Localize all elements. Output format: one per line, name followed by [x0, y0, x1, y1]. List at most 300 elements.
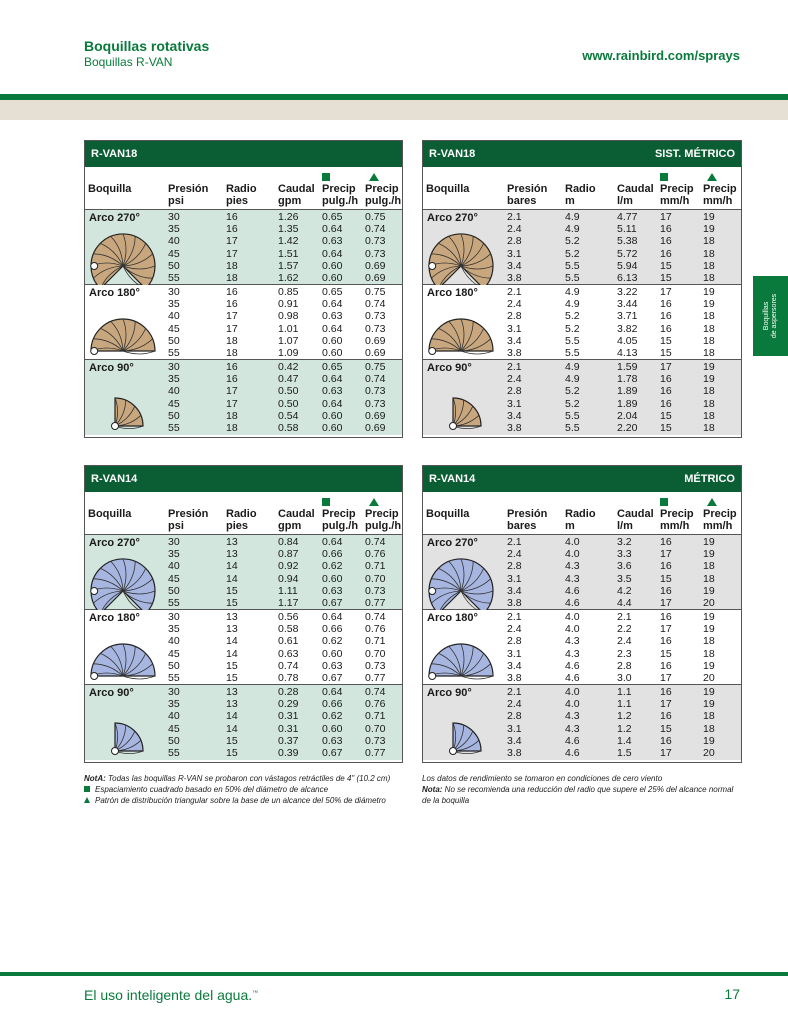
table-cell: 35	[168, 223, 180, 236]
footer-slogan: El uso inteligente del agua.™	[84, 987, 259, 1003]
table-cell: 17	[226, 235, 238, 248]
value-column-flow	[617, 536, 632, 609]
table-cell: 14	[226, 560, 238, 573]
table-cell: 16	[660, 584, 672, 597]
arc-group	[85, 360, 402, 435]
table-cell: 0.63	[322, 734, 343, 747]
table-cell: 40	[168, 710, 180, 723]
table-cell: 5.5	[565, 271, 580, 284]
table-cell: 55	[168, 596, 180, 609]
table-cell: 0.31	[278, 722, 299, 735]
value-column-precip_sq	[660, 686, 672, 759]
table-cell: 4.6	[565, 596, 580, 609]
col-header-line: gpm	[278, 520, 302, 532]
col-header-line: bares	[507, 520, 537, 532]
col-header-line: mm/h	[703, 195, 733, 207]
nozzle-arc-icon	[85, 285, 165, 360]
nozzle-pivot-dot	[429, 263, 436, 270]
notes-left	[84, 773, 414, 806]
col-header-line: Caudal	[617, 508, 654, 520]
table-cell: 0.64	[322, 298, 343, 311]
table-cell: 16	[660, 322, 672, 335]
col-header-tri	[703, 173, 737, 207]
col-header-radius	[565, 183, 596, 207]
table-cell: 0.64	[322, 397, 343, 410]
table-cell: 13	[226, 623, 238, 636]
col-header-nozzle	[88, 183, 131, 195]
value-column-pressure	[168, 611, 180, 684]
table-cell: 20	[703, 746, 715, 759]
arc-label: Arco 270°	[427, 212, 478, 224]
table-cell: 15	[660, 409, 672, 422]
col-header-line: Precip	[322, 508, 356, 520]
nozzle-image	[85, 685, 165, 765]
value-column-precip_tri	[703, 686, 715, 759]
table-cell: 5.2	[565, 310, 580, 323]
value-column-precip_tri	[365, 686, 385, 759]
nozzle-pivot-dot	[450, 748, 457, 755]
nozzle-arc-icon	[423, 685, 503, 760]
data-table	[422, 140, 742, 438]
col-header-radius	[226, 508, 257, 532]
table-cell: 0.94	[278, 572, 299, 585]
arc-group	[85, 210, 402, 285]
table-cell: 0.74	[365, 611, 386, 623]
value-column-precip_sq	[660, 286, 672, 359]
col-header-line: bares	[507, 195, 537, 207]
col-header-line: Boquilla	[88, 508, 132, 520]
arc-group	[423, 685, 741, 760]
col-header-line: mm/h	[660, 520, 690, 532]
value-column-precip_sq	[322, 611, 342, 684]
table-cell: 2.4	[507, 548, 522, 561]
table-cell: 1.11	[278, 584, 298, 597]
table-cell: 45	[168, 572, 180, 585]
arc-label: Arco 270°	[427, 537, 478, 549]
table-cell: 0.64	[322, 373, 343, 386]
table-cell: 0.73	[365, 659, 386, 672]
table-cell: 19	[703, 611, 715, 623]
value-column-pressure	[507, 286, 522, 359]
nozzle-image	[85, 535, 165, 615]
table-cell: 0.73	[365, 247, 386, 260]
col-header-flow	[278, 508, 315, 532]
value-column-precip_tri	[365, 536, 385, 609]
table-cell: 2.20	[617, 421, 638, 434]
table-cell: 0.98	[278, 310, 299, 323]
table-cell: 3.6	[617, 560, 632, 573]
table-cell: 0.74	[365, 536, 386, 548]
table-cell: 17	[660, 548, 672, 561]
arc-group	[85, 685, 402, 760]
table-cell: 0.66	[322, 548, 343, 561]
arc-group	[85, 535, 402, 610]
table-cell: 19	[703, 298, 715, 311]
value-column-radius	[226, 686, 238, 759]
wind-note: Los datos de rendimiento se tomaron en condiciones de cero viento	[422, 774, 663, 783]
nozzle-pivot-dot	[91, 588, 98, 595]
table-cell: 3.1	[507, 722, 522, 735]
table-cell: 2.8	[507, 385, 522, 398]
table-cell: 55	[168, 671, 180, 684]
table-cell: 0.62	[322, 635, 343, 648]
nozzle-image	[85, 610, 165, 690]
table-cell: 15	[226, 671, 238, 684]
col-header-line: Precip	[703, 508, 737, 520]
value-column-pressure	[168, 361, 180, 434]
table-cell: 3.5	[617, 572, 632, 585]
value-column-pressure	[507, 211, 522, 284]
table-cell: 0.74	[278, 659, 299, 672]
table-cell: 3.0	[617, 671, 632, 684]
table-cell: 0.74	[365, 223, 386, 236]
table-cell: 3.4	[507, 409, 522, 422]
table-cell: 5.72	[617, 247, 638, 260]
table-cell: 0.64	[322, 223, 343, 236]
table-cell: 14	[226, 572, 238, 585]
table-cell: 19	[703, 373, 715, 386]
square-icon	[84, 786, 90, 792]
table-cell: 0.56	[278, 611, 299, 623]
table-cell: 19	[703, 584, 715, 597]
table-cell: 16	[660, 298, 672, 311]
table-cell: 0.70	[365, 647, 386, 660]
table-cell: 3.22	[617, 286, 638, 298]
note-label: NotA:	[84, 774, 106, 783]
value-column-flow	[278, 536, 298, 609]
table-cell: 3.4	[507, 659, 522, 672]
nozzle-arc-shape	[453, 398, 481, 426]
nozzle-pivot-dot	[91, 263, 98, 270]
table-cell: 17	[226, 247, 238, 260]
col-header-nozzle	[426, 183, 469, 195]
table-cell: 0.63	[278, 647, 299, 660]
table-cell: 5.94	[617, 259, 638, 272]
table-cell: 45	[168, 322, 180, 335]
table-cell: 2.4	[507, 698, 522, 711]
table-cell: 0.78	[278, 671, 299, 684]
table-cell: 16	[226, 286, 238, 298]
table-cell: 0.61	[278, 635, 299, 648]
table-cell: 0.73	[365, 385, 386, 398]
table-cell: 55	[168, 746, 180, 759]
nozzle-pivot-dot	[91, 673, 98, 680]
table-cell: 0.92	[278, 560, 299, 573]
table-cell: 0.67	[322, 596, 343, 609]
table-cell: 0.75	[365, 361, 386, 373]
value-column-radius	[226, 611, 238, 684]
nozzle-image	[423, 685, 503, 765]
table-cell: 16	[660, 536, 672, 548]
nozzle-arc-shape	[91, 319, 155, 351]
table-cell: 15	[660, 259, 672, 272]
table-cell: 13	[226, 536, 238, 548]
col-header-line: Precip	[365, 183, 399, 195]
col-header-line: Precip	[365, 508, 399, 520]
table-cell: 4.0	[565, 623, 580, 636]
table-cell: 15	[226, 584, 238, 597]
table-cell: 0.75	[365, 211, 386, 223]
value-column-pressure	[168, 536, 180, 609]
table-cell: 2.3	[617, 647, 632, 660]
nozzle-arc-icon	[423, 210, 503, 285]
nozzle-image	[423, 360, 503, 440]
table-cell: 4.9	[565, 298, 580, 311]
table-cell: 0.64	[322, 611, 343, 623]
value-column-radius	[226, 361, 238, 434]
table-cell: 2.1	[507, 686, 522, 698]
table-cell: 0.67	[322, 671, 343, 684]
nozzle-pivot-dot	[91, 348, 98, 355]
table-cell: 0.85	[278, 286, 299, 298]
table-cell: 4.9	[565, 361, 580, 373]
table-cell: 3.1	[507, 647, 522, 660]
table-cell: 2.8	[617, 659, 632, 672]
value-column-precip_sq	[660, 611, 672, 684]
table-cell: 1.5	[617, 746, 632, 759]
table-cell: 4.6	[565, 734, 580, 747]
table-cell: 0.70	[365, 722, 386, 735]
col-header-line: mm/h	[703, 520, 733, 532]
table-cell: 1.07	[278, 334, 299, 347]
col-header-line: pulg./h	[322, 520, 359, 532]
table-cell: 13	[226, 548, 238, 561]
table-cell: 1.42	[278, 235, 299, 248]
table-cell: 0.28	[278, 686, 299, 698]
nozzle-pivot-dot	[429, 348, 436, 355]
table-cell: 35	[168, 623, 180, 636]
arc-group	[423, 360, 741, 435]
table-cell: 16	[660, 686, 672, 698]
table-cell: 0.77	[365, 596, 386, 609]
square-icon	[322, 173, 330, 181]
table-cell: 3.8	[507, 421, 522, 434]
note-text: Todas las boquillas R-VAN se probaron con vástagos retráctiles de 4" (10.2 cm)	[105, 774, 391, 783]
table-cell: 17	[660, 211, 672, 223]
table-cell: 4.3	[565, 647, 580, 660]
table-cell: 17	[660, 698, 672, 711]
arc-group	[423, 535, 741, 610]
table-cell: 16	[660, 560, 672, 573]
table-cell: 40	[168, 560, 180, 573]
col-header-line: mm/h	[660, 195, 690, 207]
table-cell: 0.87	[278, 548, 299, 561]
value-column-precip_sq	[660, 536, 672, 609]
arc-group	[423, 610, 741, 685]
table-cell: 17	[226, 397, 238, 410]
value-column-pressure	[168, 211, 180, 284]
table-cell: 5.11	[617, 223, 637, 236]
table-cell: 16	[226, 211, 238, 223]
col-header-flow	[278, 183, 315, 207]
table-cell: 40	[168, 310, 180, 323]
col-header-line: Caudal	[278, 183, 315, 195]
table-cell: 4.13	[617, 346, 638, 359]
table-cell: 19	[703, 536, 715, 548]
value-column-precip_tri	[365, 211, 385, 284]
nozzle-arc-icon	[85, 610, 165, 685]
value-column-precip_tri	[703, 536, 715, 609]
table-cell: 17	[226, 310, 238, 323]
table-cell: 19	[703, 623, 715, 636]
value-column-radius	[565, 211, 580, 284]
table-cell: 50	[168, 409, 180, 422]
table-cell: 3.2	[617, 536, 632, 548]
table-cell: 55	[168, 421, 180, 434]
nozzle-arc-shape	[91, 644, 155, 676]
table-cell: 14	[226, 710, 238, 723]
table-cell: 0.69	[365, 259, 386, 272]
col-header-tri	[365, 173, 401, 207]
value-column-pressure	[507, 686, 522, 759]
table-cell: 3.4	[507, 584, 522, 597]
col-header-tri	[703, 498, 737, 532]
nozzle-image	[85, 285, 165, 365]
table-cell: 4.0	[565, 686, 580, 698]
table-cell: 19	[703, 548, 715, 561]
table-cell: 3.3	[617, 548, 632, 561]
table-cell: 4.3	[565, 560, 580, 573]
side-tab[interactable]	[753, 276, 788, 356]
table-cell: 1.4	[617, 734, 632, 747]
table-cell: 3.4	[507, 334, 522, 347]
table-cell: 18	[703, 271, 715, 284]
col-header-line: pulg./h	[322, 195, 359, 207]
table-cell: 0.71	[365, 560, 386, 573]
table-cell: 17	[226, 322, 238, 335]
table-cell: 17	[660, 361, 672, 373]
value-column-pressure	[507, 536, 522, 609]
value-column-precip_sq	[660, 211, 672, 284]
value-column-precip_tri	[365, 286, 385, 359]
table-cell: 0.29	[278, 698, 299, 711]
table-cell: 0.69	[365, 409, 386, 422]
table-cell: 2.8	[507, 310, 522, 323]
table-cell: 15	[660, 271, 672, 284]
table-cell: 17	[660, 596, 672, 609]
table-cell: 0.60	[322, 722, 343, 735]
table-cell: 3.1	[507, 322, 522, 335]
table-cell: 0.50	[278, 385, 299, 398]
table-cell: 0.84	[278, 536, 299, 548]
table-cell: 18	[703, 647, 715, 660]
table-cell: 0.69	[365, 421, 386, 434]
table-cell: 3.8	[507, 746, 522, 759]
table-header	[423, 141, 741, 167]
arc-label: Arco 90°	[89, 687, 134, 699]
table-cell: 0.47	[278, 373, 299, 386]
table-cell: 19	[703, 223, 715, 236]
table-cell: 2.1	[507, 286, 522, 298]
table-cell: 16	[660, 385, 672, 398]
table-cell: 13	[226, 611, 238, 623]
table-cell: 15	[660, 647, 672, 660]
note-triangle: Patrón de distribución triangular sobre la base de un alcance del 50% de diámetro	[95, 796, 386, 805]
table-cell: 0.63	[322, 310, 343, 323]
table-cell: 13	[226, 686, 238, 698]
table-cell: 1.57	[278, 259, 299, 272]
table-cell: 0.74	[365, 373, 386, 386]
col-header-sq	[322, 498, 358, 532]
table-cell: 2.04	[617, 409, 638, 422]
table-cell: 0.42	[278, 361, 299, 373]
table-cell: 5.5	[565, 346, 580, 359]
value-column-radius	[226, 536, 238, 609]
col-header-line: Caudal	[617, 183, 654, 195]
value-column-precip_sq	[322, 686, 342, 759]
nozzle-arc-icon	[85, 535, 165, 610]
col-header-nozzle	[88, 508, 131, 520]
website-link[interactable]: www.rainbird.com/sprays	[582, 48, 740, 63]
col-header-line: pulg./h	[365, 195, 402, 207]
table-cell: 14	[226, 647, 238, 660]
table-cell: 16	[226, 361, 238, 373]
table-cell: 18	[703, 722, 715, 735]
table-cell: 4.9	[565, 223, 580, 236]
table-cell: 2.4	[507, 623, 522, 636]
col-header-line: Radio	[226, 183, 257, 195]
table-cell: 18	[226, 271, 238, 284]
table-cell: 0.69	[365, 271, 386, 284]
table-badge: SIST. MÉTRICO	[654, 148, 735, 160]
nozzle-image	[85, 210, 165, 290]
table-cell: 16	[660, 310, 672, 323]
table-cell: 17	[660, 671, 672, 684]
arc-group	[85, 610, 402, 685]
table-cell: 3.1	[507, 572, 522, 585]
note-square: Espaciamiento cuadrado basado en 50% del diámetro de alcance	[95, 785, 329, 794]
table-cell: 0.62	[322, 560, 343, 573]
table-cell: 1.1	[617, 686, 632, 698]
nozzle-arc-icon	[423, 610, 503, 685]
col-header-pressure	[507, 508, 547, 532]
table-cell: 15	[226, 734, 238, 747]
value-column-radius	[565, 536, 580, 609]
table-cell: 15	[226, 746, 238, 759]
col-header-line: Radio	[226, 508, 257, 520]
nozzle-image	[423, 610, 503, 690]
table-cell: 0.60	[322, 572, 343, 585]
table-cell: 0.75	[365, 286, 386, 298]
page-title: Boquillas rotativas	[84, 38, 210, 54]
table-cell: 0.77	[365, 746, 386, 759]
table-cell: 17	[660, 746, 672, 759]
value-column-flow	[617, 686, 632, 759]
table-cell: 2.1	[507, 611, 522, 623]
table-cell: 4.9	[565, 286, 580, 298]
table-cell: 2.4	[617, 635, 632, 648]
table-cell: 16	[660, 734, 672, 747]
col-header-line: pulg./h	[365, 520, 402, 532]
table-cell: 18	[703, 310, 715, 323]
table-cell: 3.1	[507, 247, 522, 260]
table-cell: 0.69	[365, 334, 386, 347]
nozzle-image	[85, 360, 165, 440]
table-cell: 5.2	[565, 385, 580, 398]
value-column-radius	[226, 211, 238, 284]
table-cell: 13	[226, 698, 238, 711]
table-cell: 3.4	[507, 734, 522, 747]
table-cell: 0.66	[322, 623, 343, 636]
table-cell: 18	[703, 259, 715, 272]
col-header-flow	[617, 183, 654, 207]
col-header-line: l/m	[617, 520, 633, 532]
table-cell: 3.8	[507, 596, 522, 609]
table-cell: 0.50	[278, 397, 299, 410]
side-tab-line2: de aspersores	[770, 293, 778, 339]
nozzle-pivot-dot	[450, 423, 457, 430]
table-cell: 4.0	[565, 611, 580, 623]
